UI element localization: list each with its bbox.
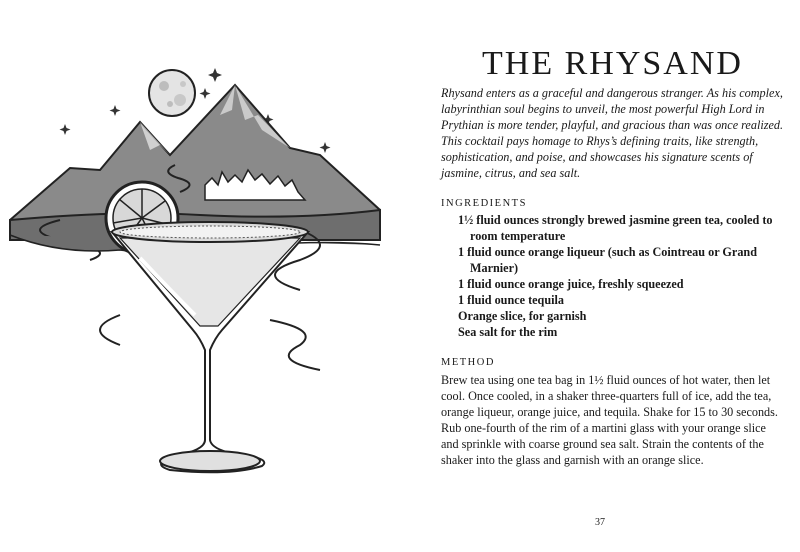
- recipe-title: THE RHYSAND: [482, 44, 743, 82]
- ingredient-item: Orange slice, for garnish: [458, 309, 587, 323]
- page-number: 37: [595, 517, 605, 528]
- ingredient-item: Sea salt for the rim: [458, 325, 558, 339]
- ingredient-item: 1 fluid ounce orange liqueur (such as Cointreau or Grand Marnier): [458, 245, 757, 275]
- moon-icon: [149, 70, 195, 116]
- recipe-intro: Rhysand enters as a graceful and dangerous stranger. As his complex, labyrinthian soul begins to unveil, the most powerful High Lord in Prythian is more tender, playful, and gracious than was once realized. This cocktail pays homage to Rhys’s defining traits, like strength, sophistication, and poise, and showcases his signature scents of jasmine, citrus, and sea salt.: [441, 86, 784, 180]
- ingredient-item: 1½ fluid ounces strongly brewed jasmine green tea, cooled to room temperature: [458, 213, 773, 243]
- mountains-icon: [10, 85, 380, 240]
- ingredient-item: 1 fluid ounce tequila: [458, 293, 564, 307]
- cocktail-illustration: [0, 60, 400, 500]
- ingredients-list: [458, 212, 783, 340]
- ingredient-item: 1 fluid ounce orange juice, freshly squeezed: [458, 277, 684, 291]
- ingredients-heading: INGREDIENTS: [441, 198, 527, 209]
- martini-glass-icon: [112, 222, 308, 472]
- method-heading: METHOD: [441, 357, 495, 368]
- method-text: Brew tea using one tea bag in 1½ fluid ounces of hot water, then let cool. Once cooled, in a shaker three-quarters full of ice, add the tea, orange liqueur, orange juice, and tequila. Shake for 15 to 30 seconds. Rub one-fourth of the rim of a martini glass with your orange slice and sprinkle with coarse ground sea salt. Strain the contents of the shaker into the glass and garnish with an orange slice.: [441, 373, 778, 467]
